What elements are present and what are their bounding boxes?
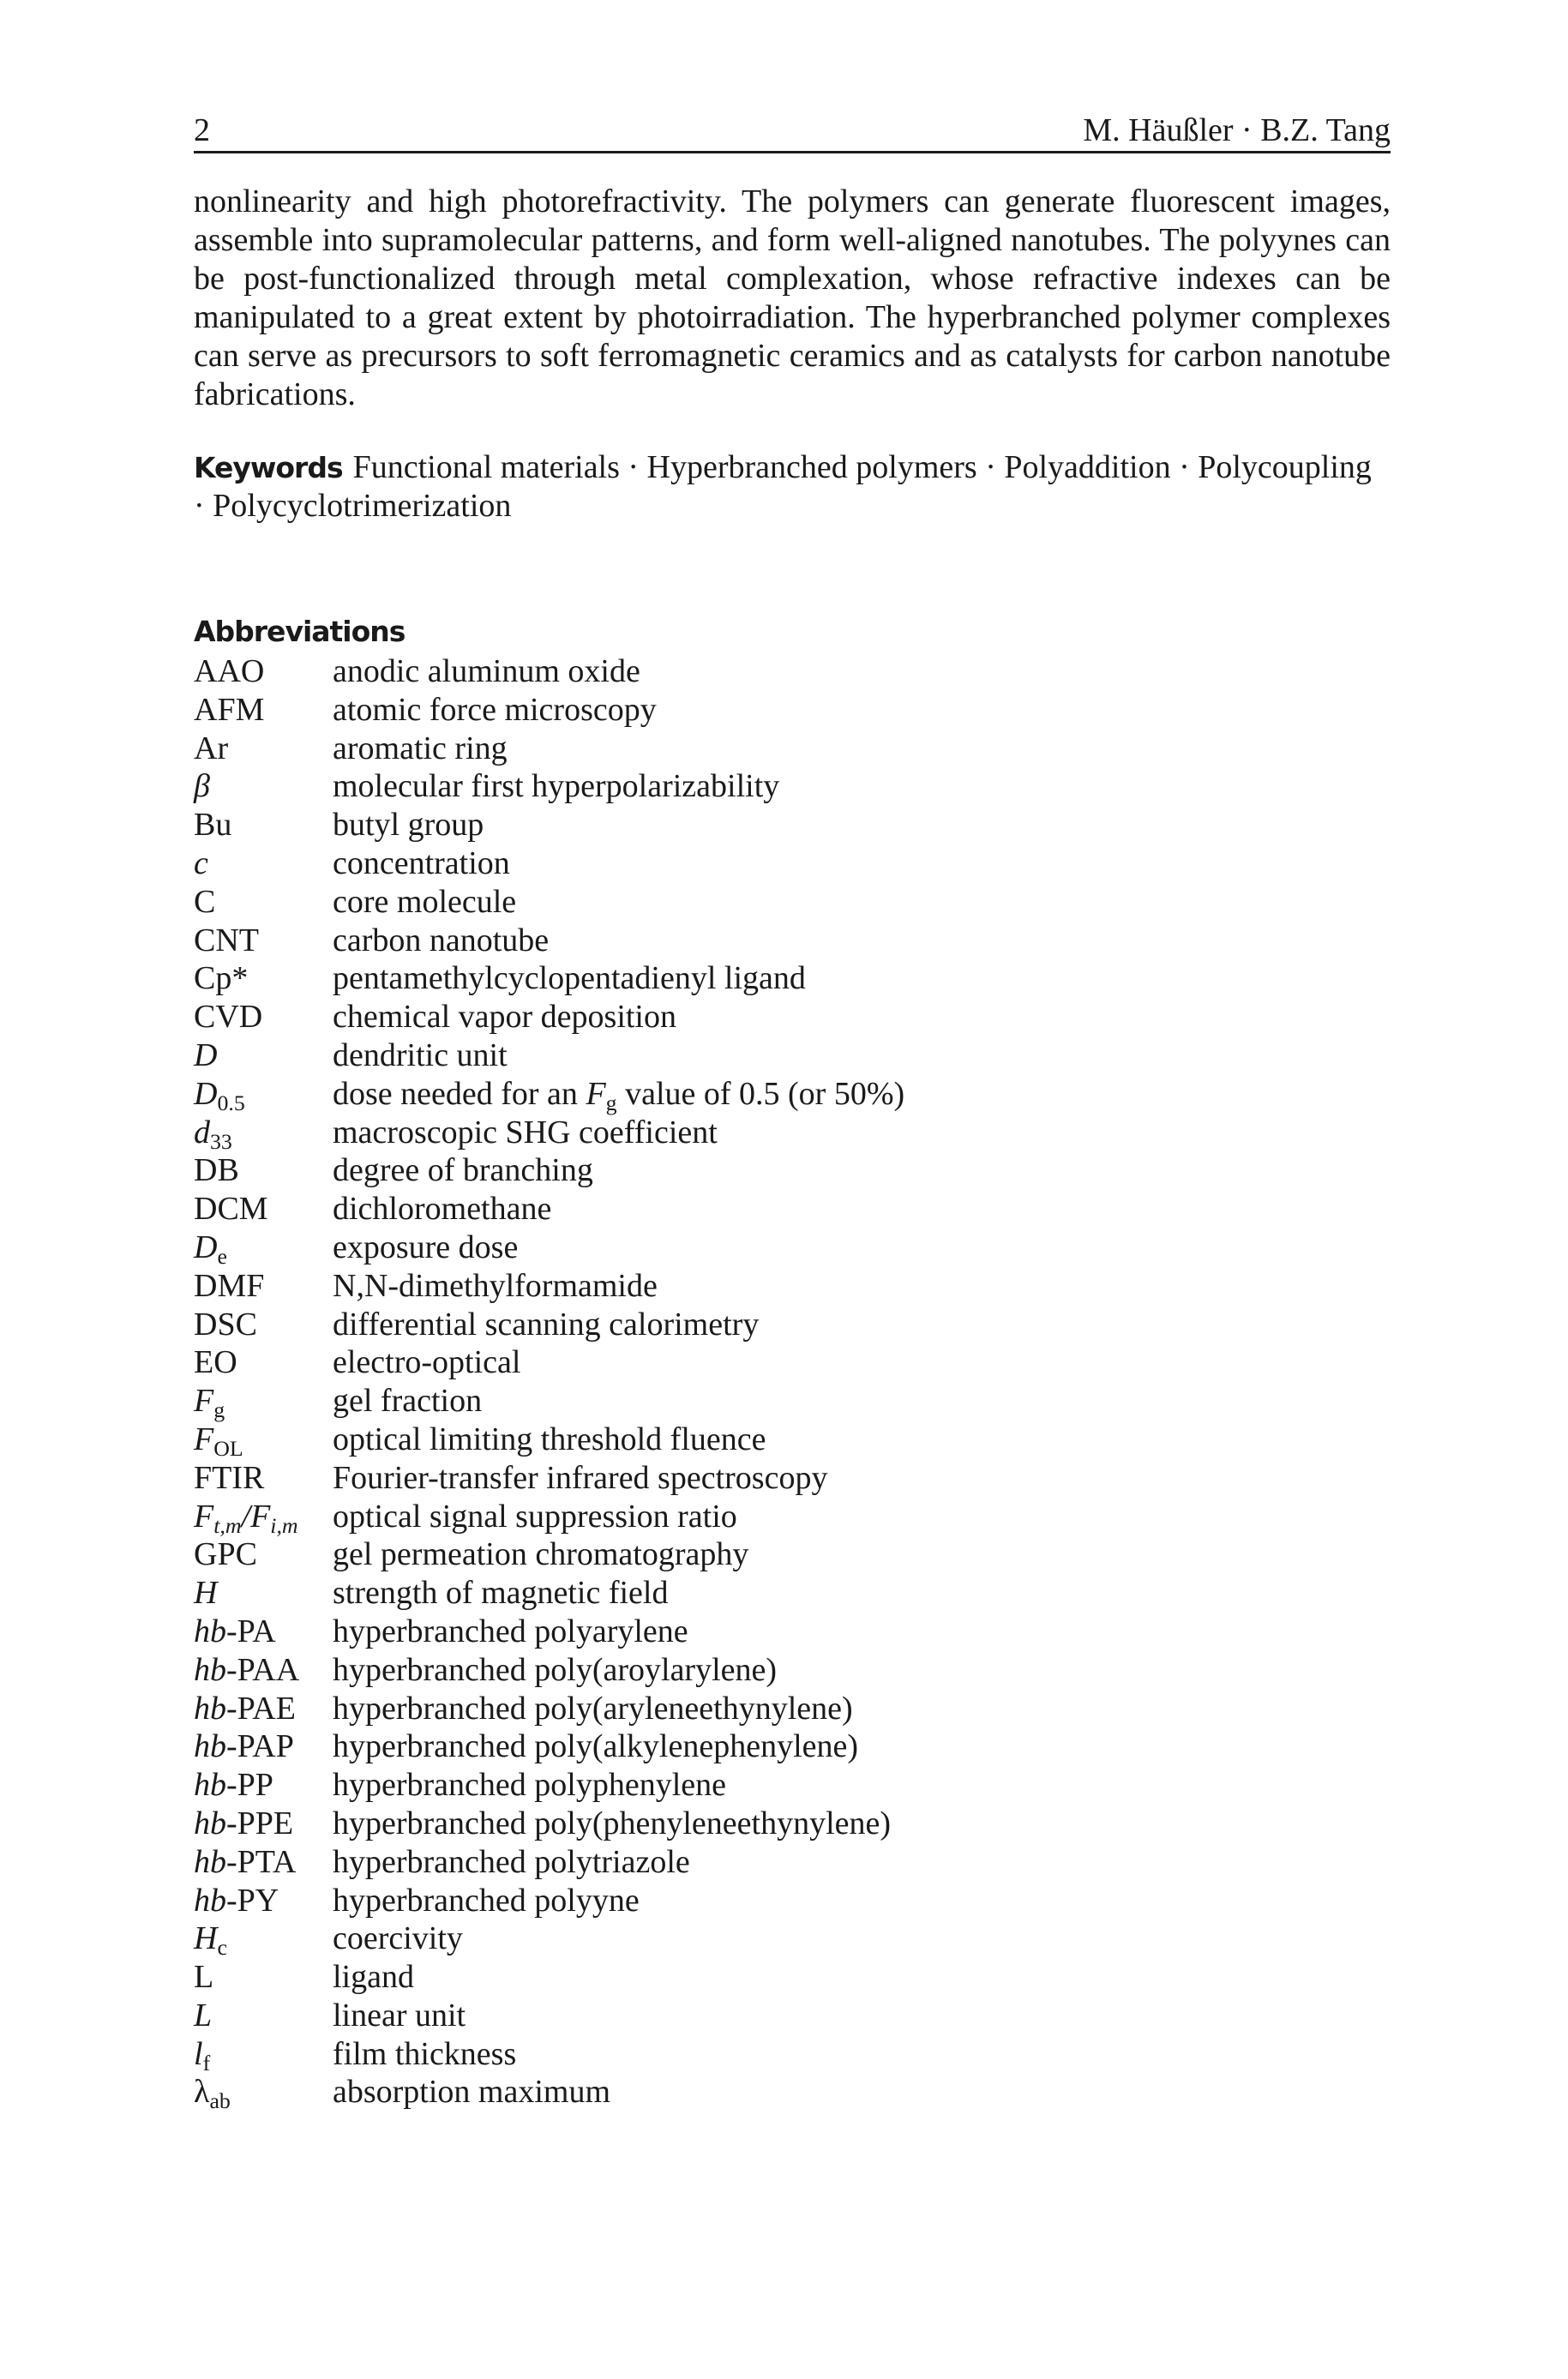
abbreviation-definition: pentamethylcyclopentadienyl ligand <box>333 960 806 997</box>
abbreviation-row <box>194 1151 1391 1190</box>
abbreviation-definition: ligand <box>333 1959 414 1996</box>
abbreviation-term: EO <box>194 1344 237 1381</box>
document-page <box>194 103 1391 2112</box>
abbreviation-definition: degree of branching <box>333 1152 593 1189</box>
abbreviation-term: L <box>194 1997 213 2034</box>
abbreviation-term: AFM <box>194 691 265 728</box>
abbreviation-definition: concentration <box>333 844 510 881</box>
abbreviation-definition: hyperbranched polytriazole <box>333 1843 690 1880</box>
abbreviation-term: H <box>194 1575 218 1612</box>
abbreviation-term: hb-PP <box>194 1767 273 1804</box>
abbreviation-definition: hyperbranched poly(phenyleneethynylene) <box>333 1805 892 1841</box>
abbreviation-row <box>194 1727 1391 1766</box>
abbreviation-term: FTIR <box>194 1459 265 1496</box>
abbreviation-row <box>194 1574 1391 1613</box>
abbreviation-row <box>194 767 1391 806</box>
abbreviation-definition: hyperbranched poly(aryleneethynylene) <box>333 1690 853 1727</box>
abbreviation-term: $l_f$ <box>194 2035 211 2076</box>
abbreviation-definition: macroscopic SHG coefficient <box>333 1114 718 1150</box>
abbreviation-row <box>194 1651 1391 1690</box>
abbreviation-term: hb-PY <box>194 1882 279 1919</box>
abbreviation-row <box>194 1421 1391 1462</box>
abbreviation-definition: Fourier-transfer infrared spectroscopy <box>333 1459 828 1496</box>
abbreviation-definition: dichloromethane <box>333 1191 552 1228</box>
page-number: 2 <box>194 112 210 148</box>
abbreviation-definition: linear unit <box>333 1997 466 2034</box>
keywords-block <box>194 448 1391 526</box>
abbreviation-row <box>194 1114 1391 1152</box>
abbreviation-term: DB <box>194 1152 239 1189</box>
abbreviation-term: c <box>194 844 208 881</box>
abbreviation-term: DCM <box>194 1191 268 1228</box>
abbreviation-row <box>194 1535 1391 1574</box>
abbreviation-row <box>194 1382 1391 1421</box>
abbreviation-definition: optical limiting threshold fluence <box>333 1421 766 1457</box>
abbreviation-row <box>194 1843 1391 1882</box>
abbreviation-term: $D_{0.5}$ <box>194 1075 245 1115</box>
abbreviation-row <box>194 1997 1391 2035</box>
abbreviation-row <box>194 1306 1391 1344</box>
abbreviation-term: hb-PAA <box>194 1651 300 1688</box>
abbreviation-term: DMF <box>194 1267 265 1304</box>
abbreviation-row <box>194 1805 1391 1843</box>
abbreviation-term: $D_e$ <box>194 1229 227 1270</box>
abbreviation-row <box>194 1958 1391 1997</box>
abbreviation-row <box>194 730 1391 768</box>
abbreviation-term: hb-PTA <box>194 1843 297 1880</box>
abbreviation-row <box>194 1459 1391 1498</box>
abbreviation-definition: gel fraction <box>333 1383 483 1420</box>
abbreviations-list <box>194 652 1391 2112</box>
abbreviation-term: GPC <box>194 1536 257 1573</box>
abbreviation-row <box>194 1919 1391 1961</box>
abbreviation-term: Ar <box>194 730 229 766</box>
abbreviation-definition: atomic force microscopy <box>333 691 657 728</box>
abbreviation-row <box>194 922 1391 960</box>
abbreviation-definition: strength of magnetic field <box>333 1575 669 1612</box>
abbreviation-definition: hyperbranched polyphenylene <box>333 1767 726 1804</box>
abbreviation-definition: differential scanning calorimetry <box>333 1306 760 1343</box>
abbreviation-definition: electro-optical <box>333 1344 521 1381</box>
abbreviation-term: D <box>194 1036 218 1073</box>
abbreviation-term: hb-PPE <box>194 1805 294 1841</box>
abbreviation-definition: anodic aluminum oxide <box>333 653 640 689</box>
abbreviation-term: $F_g$ <box>194 1383 225 1423</box>
abbreviation-term: $F_{OL}$ <box>194 1421 243 1462</box>
abbreviation-definition: film thickness <box>333 2035 517 2072</box>
abbreviation-definition: carbon nanotube <box>333 922 550 958</box>
abbreviation-definition: aromatic ring <box>333 730 508 766</box>
running-head <box>194 103 1391 153</box>
abbreviation-definition: dose needed for an $F_g$ value of 0.5 (or 50%) <box>333 1075 905 1115</box>
abbreviation-row <box>194 883 1391 922</box>
abbreviation-definition: core molecule <box>333 883 517 920</box>
abbreviation-row <box>194 2035 1391 2074</box>
abbreviation-row <box>194 2073 1391 2112</box>
abbreviation-row <box>194 1190 1391 1229</box>
keywords-text: Functional materials · Hyperbranched polymers · Polyaddition · Polycoupling · Polycyclotrimerization <box>194 449 1372 524</box>
abbreviation-definition: optical signal suppression ratio <box>333 1498 737 1535</box>
abbreviation-definition: hyperbranched poly(alkylenephenylene) <box>333 1728 859 1765</box>
abbreviation-term: $F_{t,m}/F_{i,m}$ <box>194 1498 298 1538</box>
abbreviation-term: AAO <box>194 653 265 689</box>
abbreviation-term: hb-PA <box>194 1613 276 1649</box>
running-head-authors: M. Häußler · B.Z. Tang <box>1083 112 1391 148</box>
abbreviation-term: hb-PAP <box>194 1728 294 1765</box>
abbreviation-definition: hyperbranched polyarylene <box>333 1613 688 1649</box>
abbreviation-definition: N,N-dimethylformamide <box>333 1267 658 1304</box>
abbreviation-row <box>194 1036 1391 1075</box>
abbreviation-term: hb-PAE <box>194 1690 296 1727</box>
abbreviation-term: β <box>194 768 210 805</box>
abbreviation-row <box>194 652 1391 691</box>
abbreviation-definition: chemical vapor deposition <box>333 999 676 1036</box>
abbreviation-term: $d_{33}$ <box>194 1114 232 1154</box>
abbreviation-term: CNT <box>194 922 259 958</box>
abbreviation-definition: gel permeation chromatography <box>333 1536 749 1573</box>
abbreviation-row <box>194 1229 1391 1270</box>
abbreviation-row <box>194 1690 1391 1728</box>
abbreviation-definition: hyperbranched polyyne <box>333 1882 640 1919</box>
abbreviation-definition: molecular first hyperpolarizability <box>333 768 780 805</box>
abbreviation-term: Cp* <box>194 960 249 997</box>
abbreviation-term: Bu <box>194 807 232 844</box>
abbreviation-row <box>194 1075 1391 1114</box>
abbreviation-term: $\lambda_{ab}$ <box>194 2074 231 2114</box>
abbreviation-definition: absorption maximum <box>333 2074 611 2111</box>
abbreviations-heading: Abbreviations <box>194 615 406 648</box>
abbreviation-definition: butyl group <box>333 807 484 844</box>
abbreviation-definition: exposure dose <box>333 1229 519 1265</box>
abbreviation-row <box>194 691 1391 730</box>
abbreviation-term: L <box>194 1959 214 1996</box>
abbreviation-definition: hyperbranched poly(aroylarylene) <box>333 1651 778 1688</box>
abbreviation-row <box>194 806 1391 844</box>
abbreviation-row <box>194 1498 1391 1536</box>
abbreviation-row <box>194 1343 1391 1382</box>
abbreviation-term: CVD <box>194 999 263 1036</box>
abbreviation-term: C <box>194 883 216 920</box>
abbreviation-row <box>194 1267 1391 1306</box>
abbreviation-row <box>194 998 1391 1036</box>
abbreviation-term: $H_c$ <box>194 1920 227 1961</box>
abbreviation-row <box>194 844 1391 883</box>
abbreviation-term: DSC <box>194 1306 257 1343</box>
keywords-label: Keywords <box>194 451 343 484</box>
abbreviation-definition: coercivity <box>333 1920 463 1957</box>
abbreviation-row <box>194 1882 1391 1920</box>
abbreviation-row <box>194 1613 1391 1651</box>
abstract-continuation: nonlinearity and high photorefractivity. The polymers can generate fluorescent images, assemble into supramolecular patterns, and form well-aligned nanotubes. The polyynes can be post-functionalized through metal complexation, whose refractive indexes can be manipulated to a great extent by photoirradiation. The hyperbranched polymer complexes can serve as precursors to soft ferromagnetic ceramics and as catalysts for carbon nanotube fabrications. <box>194 183 1391 412</box>
abbreviation-row <box>194 959 1391 998</box>
abbreviation-row <box>194 1766 1391 1805</box>
abbreviation-definition: dendritic unit <box>333 1036 508 1073</box>
